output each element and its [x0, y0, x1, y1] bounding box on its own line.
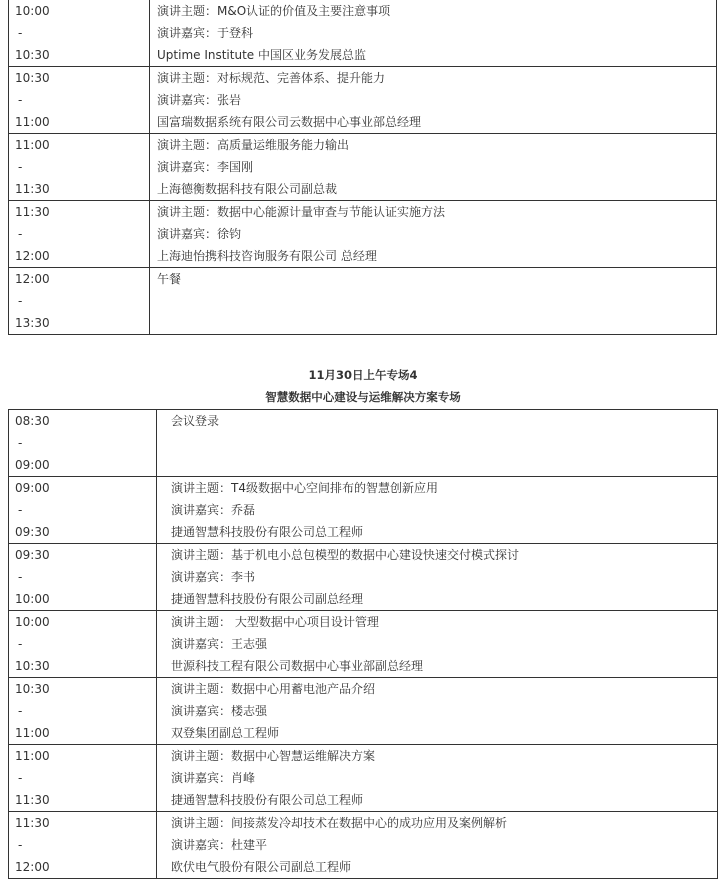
talk-topic: 演讲主题： 大型数据中心项目设计管理: [171, 615, 379, 629]
talk-info-cell: [157, 544, 718, 611]
talk-topic: 演讲主题：数据中心能源计量审查与节能认证实施方法: [157, 205, 446, 219]
start-time: 12:00: [15, 272, 50, 286]
speaker-title: 捷通智慧科技股份有限公司副总经理: [171, 592, 364, 606]
speaker-title: 国富瑞数据系统有限公司云数据中心事业部总经理: [157, 115, 422, 129]
end-time: 09:30: [15, 525, 50, 539]
time-separator: -: [18, 503, 23, 517]
end-time: 12:00: [15, 860, 50, 874]
talk-topic: 演讲主题：数据中心智慧运维解决方案: [171, 749, 376, 763]
talk-info-cell: [157, 410, 718, 477]
talk-info-cell: [157, 745, 718, 812]
speaker-title: 上海德衡数据科技有限公司副总裁: [157, 182, 338, 196]
speaker-title: 欧伏电气股份有限公司副总工程师: [171, 860, 352, 874]
time-separator: -: [18, 436, 23, 450]
start-time: 10:30: [15, 71, 50, 85]
speaker-title: [157, 312, 716, 334]
speaker-name: 演讲嘉宾：杜建平: [171, 838, 268, 852]
speaker-name: 演讲嘉宾：张岩: [157, 93, 242, 107]
talk-topic: 会议登录: [171, 414, 220, 428]
end-time: 10:00: [15, 592, 50, 606]
talk-info-cell: [157, 611, 718, 678]
speaker-name: 演讲嘉宾：徐钧: [157, 227, 242, 241]
talk-topic: 演讲主题：间接蒸发冷却技术在数据中心的成功应用及案例解析: [171, 816, 508, 830]
start-time: 11:00: [15, 138, 50, 152]
talk-topic: 演讲主题：数据中心用蓄电池产品介绍: [171, 682, 376, 696]
end-time: 11:00: [15, 115, 50, 129]
speaker-name: [171, 432, 717, 454]
speaker-name: [157, 290, 716, 312]
schedule-row: [9, 678, 718, 745]
time-cell: [9, 134, 150, 201]
time-separator: -: [18, 570, 23, 584]
speaker-name: 演讲嘉宾：楼志强: [171, 704, 268, 718]
schedule-row: [9, 134, 717, 201]
speaker-name: 演讲嘉宾：李国刚: [157, 160, 254, 174]
start-time: 09:00: [15, 481, 50, 495]
speaker-title: 捷通智慧科技股份有限公司总工程师: [171, 793, 364, 807]
time-cell: [9, 611, 157, 678]
time-separator: -: [18, 227, 23, 241]
talk-info-cell: [157, 812, 718, 879]
talk-info-cell: [150, 0, 717, 67]
schedule-row: [9, 0, 717, 67]
schedule-row: [9, 544, 718, 611]
start-time: 10:00: [15, 4, 50, 18]
schedule-row: [9, 67, 717, 134]
end-time: 11:30: [15, 182, 50, 196]
speaker-title: Uptime Institute 中国区业务发展总监: [157, 48, 366, 62]
end-time: 13:30: [15, 316, 50, 330]
speaker-name: 演讲嘉宾：肖峰: [171, 771, 256, 785]
talk-info-cell: [157, 678, 718, 745]
schedule-row: [9, 268, 717, 335]
start-time: 10:30: [15, 682, 50, 696]
talk-topic: 午餐: [157, 272, 182, 286]
start-time: 11:30: [15, 816, 50, 830]
time-cell: [9, 812, 157, 879]
time-cell: [9, 410, 157, 477]
talk-info-cell: [150, 134, 717, 201]
time-cell: [9, 0, 150, 67]
talk-topic: 演讲主题：T4级数据中心空间排布的智慧创新应用: [171, 481, 438, 495]
schedule-table-session-4: [8, 409, 718, 879]
speaker-name: 演讲嘉宾：李书: [171, 570, 256, 584]
talk-topic: 演讲主题：基于机电小总包模型的数据中心建设快速交付模式探讨: [171, 548, 520, 562]
schedule-row: [9, 477, 718, 544]
schedule-row: [9, 410, 718, 477]
start-time: 11:30: [15, 205, 50, 219]
time-cell: [9, 544, 157, 611]
time-separator: -: [18, 294, 23, 308]
start-time: 11:00: [15, 749, 50, 763]
time-separator: -: [18, 838, 23, 852]
schedule-row: [9, 745, 718, 812]
schedule-row: [9, 812, 718, 879]
end-time: 11:30: [15, 793, 50, 807]
session-4-subtitle: 智慧数据中心建设与运维解决方案专场: [265, 390, 461, 404]
speaker-title: 双登集团副总工程师: [171, 726, 280, 740]
time-separator: -: [18, 160, 23, 174]
speaker-title: 捷通智慧科技股份有限公司总工程师: [171, 525, 364, 539]
time-cell: [9, 67, 150, 134]
time-cell: [9, 678, 157, 745]
time-separator: -: [18, 704, 23, 718]
end-time: 11:00: [15, 726, 50, 740]
talk-info-cell: [150, 201, 717, 268]
end-time: 10:30: [15, 659, 50, 673]
speaker-name: 演讲嘉宾：乔磊: [171, 503, 256, 517]
speaker-title: [171, 454, 717, 476]
time-cell: [9, 201, 150, 268]
start-time: 08:30: [15, 414, 50, 428]
session-4-title: 11月30日上午专场4: [308, 368, 418, 382]
start-time: 10:00: [15, 615, 50, 629]
time-separator: -: [18, 637, 23, 651]
speaker-title: 上海迪怡携科技咨询服务有限公司 总经理: [157, 249, 377, 263]
talk-topic: 演讲主题：对标规范、完善体系、提升能力: [157, 71, 386, 85]
schedule-table-session-3: [8, 0, 717, 335]
time-cell: [9, 477, 157, 544]
schedule-row: [9, 611, 718, 678]
talk-topic: 演讲主题：M&O认证的价值及主要注意事项: [157, 4, 391, 18]
talk-topic: 演讲主题：高质量运维服务能力输出: [157, 138, 350, 152]
talk-info-cell: [150, 268, 717, 335]
end-time: 09:00: [15, 458, 50, 472]
schedule-row: [9, 201, 717, 268]
time-separator: -: [18, 26, 23, 40]
end-time: 10:30: [15, 48, 50, 62]
time-separator: -: [18, 93, 23, 107]
talk-info-cell: [150, 67, 717, 134]
talk-info-cell: [157, 477, 718, 544]
start-time: 09:30: [15, 548, 50, 562]
speaker-name: 演讲嘉宾：王志强: [171, 637, 268, 651]
time-separator: -: [18, 771, 23, 785]
speaker-title: 世源科技工程有限公司数据中心事业部副总经理: [171, 659, 424, 673]
time-cell: [9, 268, 150, 335]
speaker-name: 演讲嘉宾：于登科: [157, 26, 254, 40]
time-cell: [9, 745, 157, 812]
end-time: 12:00: [15, 249, 50, 263]
